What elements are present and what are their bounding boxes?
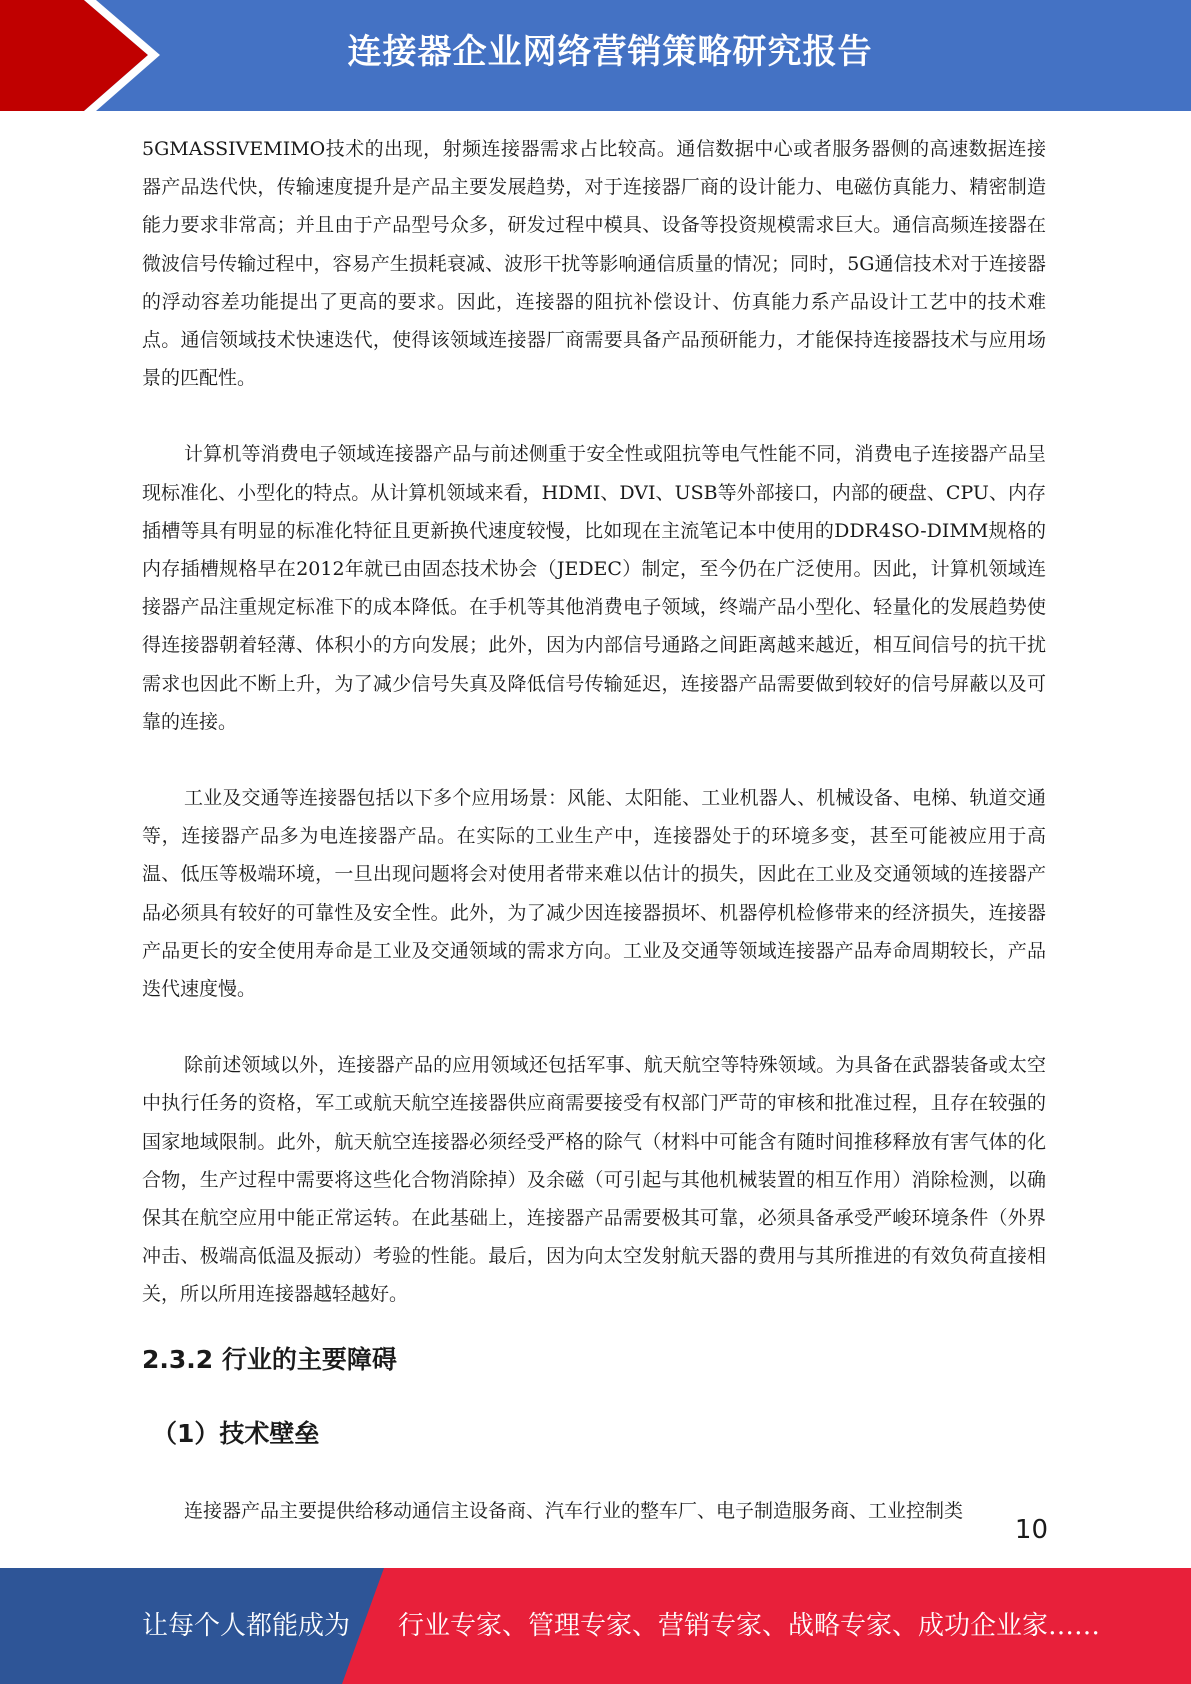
body-paragraph-5: 连接器产品主要提供给移动通信主设备商、汽车行业的整车厂、电子制造服务商、工业控制类: [184, 1499, 964, 1522]
page-header: [0, 0, 1191, 111]
body-paragraph-4: 除前述领域以外，连接器产品的应用领域还包括军事、航天航空等特殊领域。为具备在武器装备或太空中执行任务的资格，军工或航天航空连接器供应商需要接受有权部门严苛的审核和批准过程，且存在较强的国家地域限制。此外，航天航空连接器必须经受严格的除气（材料中可能含有随时间推移释放有害气体的化合物，生产过程中需要将这些化合物消除掉）及余磁（可引起与其他机械装置的相互作用）消除检测，以确保其在航空应用中能正常运转。在此基础上，连接器产品需要极其可靠，必须具备承受严峻环境条件（外界冲击、极端高低温及振动）考验的性能。最后，因为向太空发射航天器的费用与其所推进的有效负荷直接相关，所以所用连接器越轻越好。: [142, 1054, 1046, 1306]
subsection-heading: （1）技术壁垒: [152, 1418, 320, 1448]
body-paragraph-1: 5GMASSIVEMIMO技术的出现，射频连接器需求占比较高。通信数据中心或者服务器侧的高速数据连接器产品迭代快，传输速度提升是产品主要发展趋势，对于连接器厂商的设计能力、电磁仿真能力、精密制造能力要求非常高；并且由于产品型号众多，研发过程中模具、设备等投资规模需求巨大。通信高频连接器在微波信号传输过程中，容易产生损耗衰减、波形干扰等影响通信质量的情况；同时，5G通信技术对于连接器的浮动容差功能提出了更高的要求。因此，连接器的阻抗补偿设计、仿真能力系产品设计工艺中的技术难点。通信领域技术快速迭代，使得该领域连接器厂商需要具备产品预研能力，才能保持连接器技术与应用场景的匹配性。: [142, 138, 1046, 390]
footer-slogan-left: 让每个人都能成为: [142, 1611, 351, 1641]
body-paragraph-2: 计算机等消费电子领域连接器产品与前述侧重于安全性或阻抗等电气性能不同，消费电子连接器产品呈现标准化、小型化的特点。从计算机领域来看，HDMI、DVI、USB等外部接口，内部的硬盘、CPU、内存插槽等具有明显的标准化特征且更新换代速度较慢，比如现在主流笔记本中使用的DDR4SO-DIMM规格的内存插槽规格早在2012年就已由固态技术协会（JEDEC）制定，至今仍在广泛使用。因此，计算机领域连接器产品注重规定标准下的成本降低。在手机等其他消费电子领域，终端产品小型化、轻量化的发展趋势使得连接器朝着轻薄、体积小的方向发展；此外，因为内部信号通路之间距离越来越近，相互间信号的抗干扰需求也因此不断上升，为了减少信号失真及降低信号传输延迟，连接器产品需要做到较好的信号屏蔽以及可靠的连接。: [142, 443, 1046, 733]
document-title: 连接器企业网络营销策略研究报告: [347, 32, 873, 72]
header-red-arrow: [0, 0, 148, 111]
page-body: [142, 130, 1046, 1530]
page-number: 10: [1014, 1515, 1048, 1545]
page-footer: [0, 1568, 1191, 1684]
footer-slogan-right: 行业专家、管理专家、营销专家、战略专家、成功企业家……: [398, 1611, 1101, 1641]
section-heading: 2.3.2 行业的主要障碍: [142, 1344, 397, 1374]
body-paragraph-3: 工业及交通等连接器包括以下多个应用场景：风能、太阳能、工业机器人、机械设备、电梯、轨道交通等，连接器产品多为电连接器产品。在实际的工业生产中，连接器处于的环境多变，甚至可能被应用于高温、低压等极端环境，一旦出现问题将会对使用者带来难以估计的损失，因此在工业及交通领域的连接器产品必须具有较好的可靠性及安全性。此外，为了减少因连接器损坏、机器停机检修带来的经济损失，连接器产品更长的安全使用寿命是工业及交通领域的需求方向。工业及交通等领域连接器产品寿命周期较长，产品迭代速度慢。: [142, 787, 1046, 1001]
